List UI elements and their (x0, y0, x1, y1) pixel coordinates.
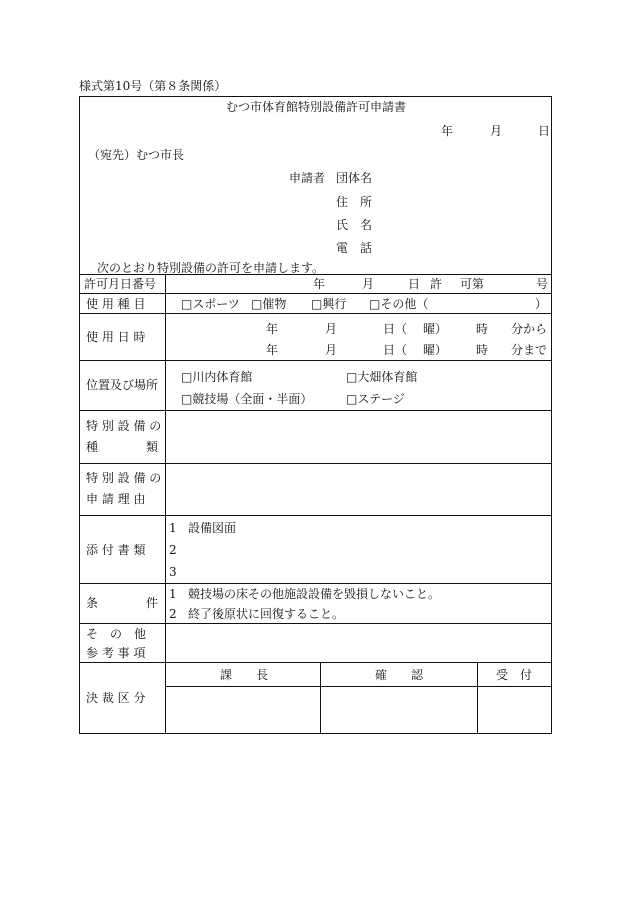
rule (80, 410, 551, 411)
start-day-label: 日（ (383, 322, 408, 336)
permit-label: 許 (430, 277, 443, 291)
permit-month-label: 月 (362, 277, 375, 291)
rule (165, 686, 551, 687)
other-notes-label-line2: 参 考 事 項 (86, 646, 146, 660)
permit-day-label: 日 (408, 277, 421, 291)
location-option-stage[interactable]: □ステージ (346, 392, 405, 406)
other-notes-label: そ の 他 (86, 627, 147, 641)
start-weekday-label: 曜） (423, 322, 448, 336)
rule (80, 274, 551, 275)
address-label: 住 所 (336, 195, 373, 209)
approval-column-confirm: 確 認 (374, 668, 424, 682)
condition-number: 2 (169, 607, 177, 621)
name-label: 氏 名 (336, 218, 373, 232)
form-title: むつ市体育館特別設備許可申請書 (225, 100, 407, 114)
start-hour-label: 時 (476, 322, 489, 336)
start-year-label: 年 (266, 322, 279, 336)
permit-year-label: 年 (313, 277, 326, 291)
group-name-label: 団体名 (336, 171, 373, 185)
end-weekday-label: 曜） (423, 343, 448, 357)
approval-column-chief: 課 長 (219, 668, 269, 682)
addressee: （宛先）むつ市長 (88, 148, 185, 162)
application-reason-label: 特 別 設 備 の (86, 471, 162, 485)
condition-number: 1 (169, 587, 177, 601)
location-option-kawauchi[interactable]: □川内体育館 (181, 370, 253, 384)
approval-divider (320, 662, 321, 733)
date-day-label: 日 (538, 124, 551, 138)
date-year-label: 年 (441, 124, 454, 138)
conditions-label: 条 件 (86, 596, 159, 610)
form-number: 様式第10号（第８条関係） (79, 79, 227, 93)
attachments-label: 添 付 書 類 (86, 543, 146, 557)
attachment-number: 3 (169, 565, 177, 579)
rule (80, 662, 551, 663)
phone-label: 電 話 (336, 241, 373, 255)
application-form (79, 96, 552, 734)
label-column-divider (165, 274, 166, 733)
end-day-label: 日（ (383, 343, 408, 357)
usage-datetime-label: 使 用 日 時 (86, 330, 146, 344)
condition-text: 終了後原状に回復すること。 (188, 607, 345, 621)
equipment-type-label-line2: 種 類 (86, 440, 159, 454)
rule (80, 463, 551, 464)
approval-label: 決 裁 区 分 (86, 691, 146, 705)
rule (80, 313, 551, 314)
permit-number-suffix: 号 (536, 277, 549, 291)
end-hour-label: 時 (476, 343, 489, 357)
end-year-label: 年 (266, 343, 279, 357)
usage-option-show[interactable]: □興行 (311, 297, 347, 311)
permit-number-prefix: 可第 (460, 277, 485, 291)
location-label: 位置及び場所 (86, 378, 159, 392)
location-option-ohata[interactable]: □大畑体育館 (346, 370, 418, 384)
end-to-label: 分まで (511, 343, 548, 357)
usage-type-label: 使 用 種 目 (86, 297, 146, 311)
attachment-number: 1 (169, 521, 177, 535)
start-month-label: 月 (325, 322, 338, 336)
rule (80, 583, 551, 584)
usage-option-other[interactable]: □その他（ (369, 297, 429, 311)
permit-row-label: 許可月日番号 (84, 277, 157, 291)
usage-option-sports[interactable]: □スポーツ (181, 297, 240, 311)
approval-divider (477, 662, 478, 733)
start-from-label: 分から (511, 322, 548, 336)
condition-text: 競技場の床その他施設設備を毀損しないこと。 (188, 587, 441, 601)
usage-other-close-paren: ） (535, 297, 548, 311)
rule (80, 623, 551, 624)
location-option-arena[interactable]: □競技場（全面・半面） (181, 392, 313, 406)
intro-text: 次のとおり特別設備の許可を申請します。 (97, 261, 325, 275)
application-reason-label-line2: 申 請 理 由 (86, 492, 146, 506)
usage-option-event[interactable]: □催物 (251, 297, 287, 311)
applicant-label: 申請者 (289, 171, 326, 185)
rule (80, 360, 551, 361)
rule (80, 293, 551, 294)
equipment-type-label: 特 別 設 備 の (86, 419, 162, 433)
approval-column-received: 受 付 (495, 668, 533, 682)
rule (80, 515, 551, 516)
attachment-number: 2 (169, 543, 177, 557)
end-month-label: 月 (325, 343, 338, 357)
date-month-label: 月 (490, 124, 503, 138)
attachment-text: 設備図面 (188, 521, 237, 535)
